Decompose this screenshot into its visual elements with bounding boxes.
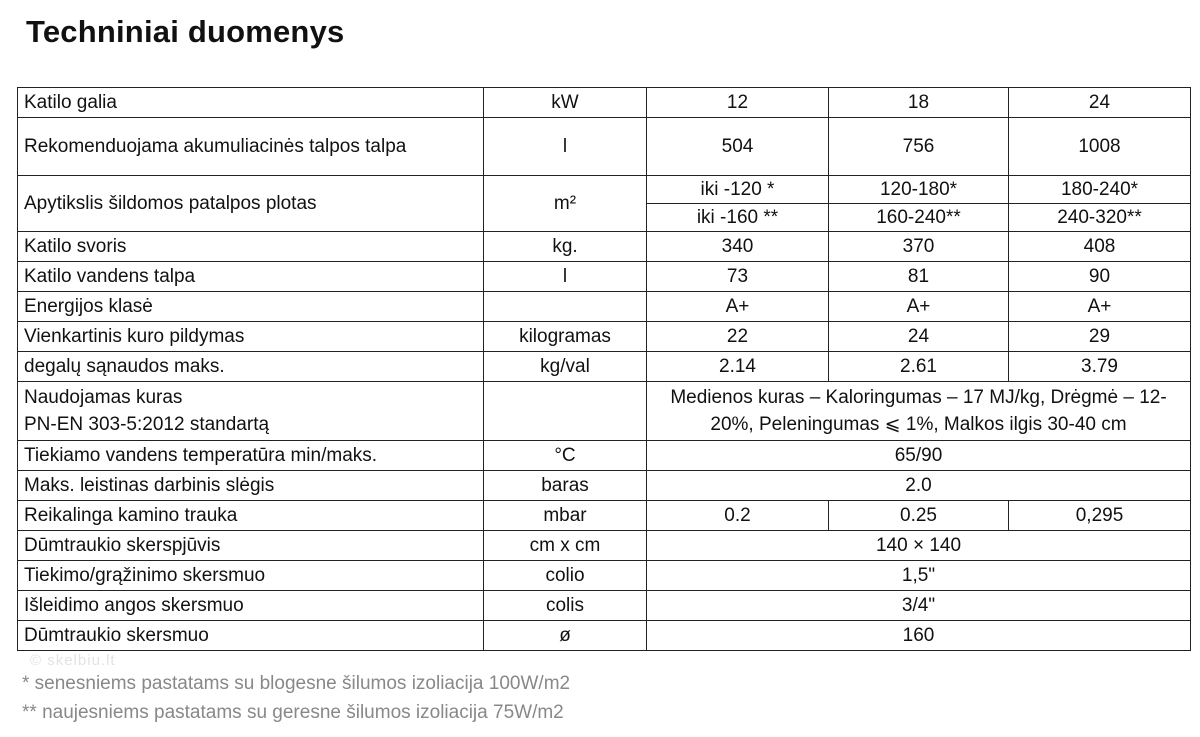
cell-24kw: 1008 xyxy=(1009,118,1191,176)
cell-12kw: 504 xyxy=(647,118,829,176)
cell-12kw: 22 xyxy=(647,322,829,352)
row-unit: ø xyxy=(484,621,647,651)
cell-24kw: A+ xyxy=(1009,292,1191,322)
row-label: Energijos klasė xyxy=(18,292,484,322)
fuel-description: Medienos kuras – Kaloringumas – 17 MJ/kg, Drėgmė – 12-20%, Peleningumas ⩽ 1%, Malkos ilgis 30-40 cm xyxy=(647,382,1191,441)
table-row xyxy=(18,232,1191,262)
table-row xyxy=(18,322,1191,352)
row-label xyxy=(18,382,484,441)
row-label: Dūmtraukio skersmuo xyxy=(18,621,484,651)
table-row xyxy=(18,441,1191,471)
row-unit: kg/val xyxy=(484,352,647,382)
watermark: © skelbiu.lt xyxy=(30,652,116,669)
row-label: Išleidimo angos skersmuo xyxy=(18,591,484,621)
cell-12kw: 0.2 xyxy=(647,501,829,531)
footnote-2: ** naujesniems pastatams su geresne šilumos izoliacija 75W/m2 xyxy=(22,702,564,723)
row-label: Maks. leistinas darbinis slėgis xyxy=(18,471,484,501)
table-row xyxy=(18,382,1191,441)
table-row xyxy=(18,591,1191,621)
table-row xyxy=(18,352,1191,382)
row-label: Rekomenduojama akumuliacinės talpos talpa xyxy=(18,118,484,176)
footnotes xyxy=(22,669,570,727)
merged-value: 3/4" xyxy=(647,591,1191,621)
cell-12kw: 73 xyxy=(647,262,829,292)
row-unit: kilogramas xyxy=(484,322,647,352)
row-label: Katilo svoris xyxy=(18,232,484,262)
table-row xyxy=(18,292,1191,322)
row-label: Katilo galia xyxy=(18,88,484,118)
row-label: Tiekiamo vandens temperatūra min/maks. xyxy=(18,441,484,471)
page-title: Techniniai duomenys xyxy=(26,14,345,49)
row-unit: mbar xyxy=(484,501,647,531)
table-row xyxy=(18,531,1191,561)
row-unit: m² xyxy=(484,176,647,232)
cell-24kw: 3.79 xyxy=(1009,352,1191,382)
cell-24kw: 408 xyxy=(1009,232,1191,262)
merged-value: 140 × 140 xyxy=(647,531,1191,561)
cell-12kw: iki -160 ** xyxy=(647,204,829,232)
cell-18kw: A+ xyxy=(829,292,1009,322)
row-unit: cm x cm xyxy=(484,531,647,561)
cell-18kw: 370 xyxy=(829,232,1009,262)
row-unit: °C xyxy=(484,441,647,471)
table-row xyxy=(18,118,1191,176)
table-row xyxy=(18,501,1191,531)
row-unit: colis xyxy=(484,591,647,621)
merged-value: 160 xyxy=(647,621,1191,651)
cell-18kw: 160-240** xyxy=(829,204,1009,232)
merged-value: 65/90 xyxy=(647,441,1191,471)
merged-value: 2.0 xyxy=(647,471,1191,501)
cell-12kw: A+ xyxy=(647,292,829,322)
cell-18kw: 2.61 xyxy=(829,352,1009,382)
row-unit: kW xyxy=(484,88,647,118)
cell-24kw: 29 xyxy=(1009,322,1191,352)
row-unit: baras xyxy=(484,471,647,501)
row-unit: colio xyxy=(484,561,647,591)
row-label: Vienkartinis kuro pildymas xyxy=(18,322,484,352)
row-unit: l xyxy=(484,262,647,292)
table-row xyxy=(18,88,1191,118)
fuel-label-line2: PN-EN 303-5:2012 standartą xyxy=(24,414,270,435)
row-label: Katilo vandens talpa xyxy=(18,262,484,292)
row-unit: kg. xyxy=(484,232,647,262)
cell-24kw: 90 xyxy=(1009,262,1191,292)
cell-12kw: 2.14 xyxy=(647,352,829,382)
row-unit xyxy=(484,382,647,441)
row-label: Dūmtraukio skerspjūvis xyxy=(18,531,484,561)
table-row xyxy=(18,262,1191,292)
cell-18kw: 0.25 xyxy=(829,501,1009,531)
row-label: Reikalinga kamino trauka xyxy=(18,501,484,531)
row-label: degalų sąnaudos maks. xyxy=(18,352,484,382)
fuel-label-line1: Naudojamas kuras xyxy=(24,387,183,408)
table-row xyxy=(18,176,1191,204)
technical-data-table xyxy=(17,87,1191,651)
footnote-1: * senesniems pastatams su blogesne šilumos izoliacija 100W/m2 xyxy=(22,673,571,694)
cell-18kw: 81 xyxy=(829,262,1009,292)
cell-24kw: 24 xyxy=(1009,88,1191,118)
cell-12kw: iki -120 * xyxy=(647,176,829,204)
row-unit: l xyxy=(484,118,647,176)
table-row xyxy=(18,561,1191,591)
cell-12kw: 340 xyxy=(647,232,829,262)
cell-12kw: 12 xyxy=(647,88,829,118)
cell-18kw: 756 xyxy=(829,118,1009,176)
cell-24kw: 0,295 xyxy=(1009,501,1191,531)
cell-24kw: 240-320** xyxy=(1009,204,1191,232)
cell-18kw: 18 xyxy=(829,88,1009,118)
table-row xyxy=(18,621,1191,651)
row-unit xyxy=(484,292,647,322)
cell-24kw: 180-240* xyxy=(1009,176,1191,204)
table-row xyxy=(18,471,1191,501)
row-label: Apytikslis šildomos patalpos plotas xyxy=(18,176,484,232)
cell-18kw: 120-180* xyxy=(829,176,1009,204)
merged-value: 1,5" xyxy=(647,561,1191,591)
row-label: Tiekimo/grąžinimo skersmuo xyxy=(18,561,484,591)
cell-18kw: 24 xyxy=(829,322,1009,352)
